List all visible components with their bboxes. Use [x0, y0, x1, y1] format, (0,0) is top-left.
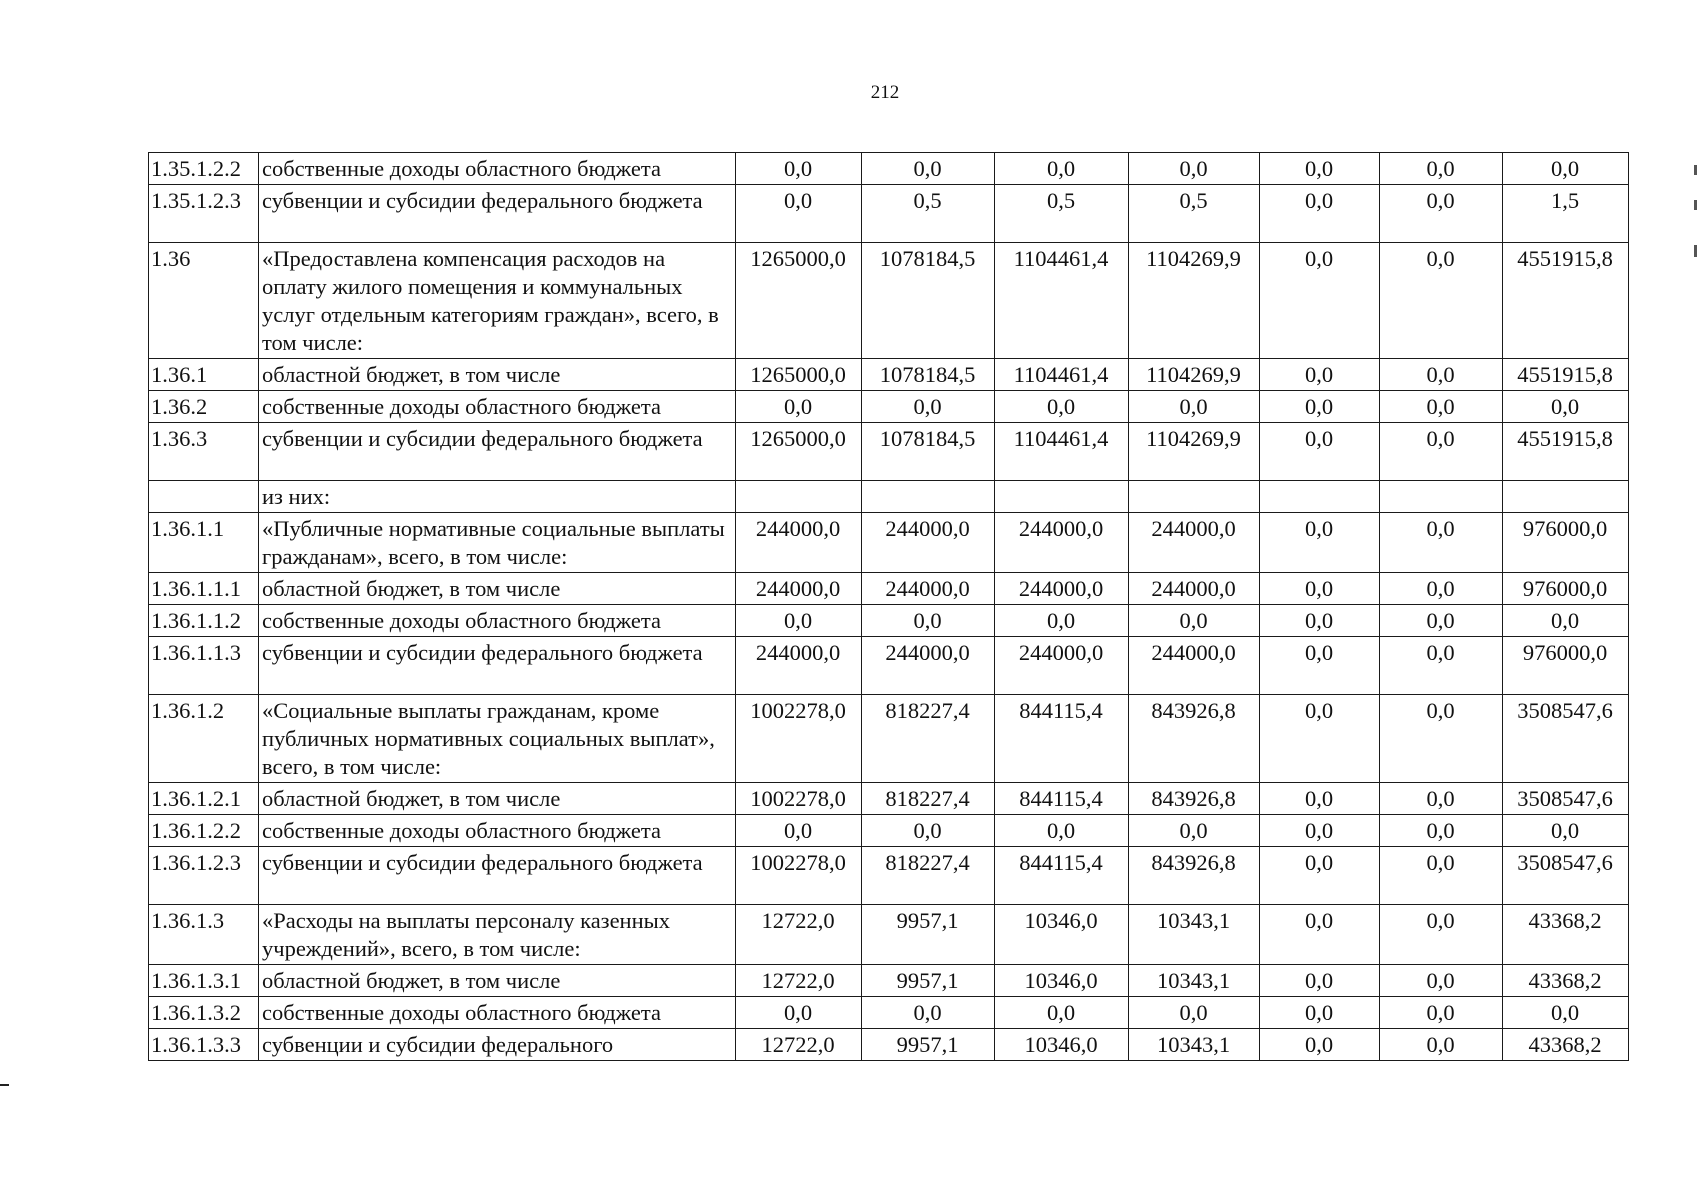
row-value-1: 0,0 — [736, 185, 862, 243]
row-value-7: 4551915,8 — [1503, 243, 1629, 359]
row-value-7: 3508547,6 — [1503, 847, 1629, 905]
row-code: 1.36.1.3.1 — [149, 965, 259, 997]
row-value-2: 0,0 — [862, 605, 995, 637]
row-name: собственные доходы областного бюджета — [259, 997, 736, 1029]
row-value-7: 3508547,6 — [1503, 695, 1629, 783]
row-value-7: 43368,2 — [1503, 1029, 1629, 1061]
row-value-3: 844115,4 — [995, 695, 1129, 783]
table-row — [149, 481, 1629, 513]
scan-edge-mark — [0, 1084, 9, 1086]
row-name: субвенции и субсидии федерального бюджета — [259, 185, 736, 243]
row-value-3: 244000,0 — [995, 513, 1129, 573]
row-value-4: 1104269,9 — [1129, 243, 1260, 359]
row-value-1: 0,0 — [736, 815, 862, 847]
row-value-2: 818227,4 — [862, 783, 995, 815]
row-value-6: 0,0 — [1380, 573, 1503, 605]
row-value-6: 0,0 — [1380, 815, 1503, 847]
row-name: «Публичные нормативные социальные выплаты гражданам», всего, в том числе: — [259, 513, 736, 573]
row-code: 1.36.1.2.3 — [149, 847, 259, 905]
row-value-2: 9957,1 — [862, 905, 995, 965]
row-value-4: 1104269,9 — [1129, 359, 1260, 391]
row-value-7: 3508547,6 — [1503, 783, 1629, 815]
row-value-5: 0,0 — [1260, 605, 1380, 637]
row-code: 1.36.1.3.2 — [149, 997, 259, 1029]
row-value-4: 10343,1 — [1129, 905, 1260, 965]
row-value-4: 843926,8 — [1129, 847, 1260, 905]
row-value-4: 0,5 — [1129, 185, 1260, 243]
row-value-4: 244000,0 — [1129, 573, 1260, 605]
table-row — [149, 905, 1629, 965]
row-value-3: 10346,0 — [995, 1029, 1129, 1061]
row-value-1 — [736, 481, 862, 513]
row-value-7: 0,0 — [1503, 605, 1629, 637]
row-value-3: 0,0 — [995, 391, 1129, 423]
row-value-5: 0,0 — [1260, 243, 1380, 359]
row-value-3: 0,0 — [995, 605, 1129, 637]
row-value-3: 1104461,4 — [995, 423, 1129, 481]
row-value-4: 843926,8 — [1129, 695, 1260, 783]
row-code: 1.35.1.2.3 — [149, 185, 259, 243]
row-value-6: 0,0 — [1380, 783, 1503, 815]
table-row — [149, 605, 1629, 637]
budget-table — [148, 152, 1629, 1061]
row-name: из них: — [259, 481, 736, 513]
row-code: 1.36.1.3 — [149, 905, 259, 965]
row-value-1: 1265000,0 — [736, 243, 862, 359]
row-value-3: 244000,0 — [995, 637, 1129, 695]
row-value-4: 0,0 — [1129, 153, 1260, 185]
row-value-6: 0,0 — [1380, 153, 1503, 185]
row-value-5 — [1260, 481, 1380, 513]
row-value-1: 244000,0 — [736, 513, 862, 573]
row-name: собственные доходы областного бюджета — [259, 391, 736, 423]
row-value-1: 12722,0 — [736, 965, 862, 997]
row-value-6: 0,0 — [1380, 847, 1503, 905]
row-value-3: 1104461,4 — [995, 359, 1129, 391]
row-value-4: 244000,0 — [1129, 637, 1260, 695]
row-value-1: 1265000,0 — [736, 359, 862, 391]
row-value-6: 0,0 — [1380, 905, 1503, 965]
row-value-1: 0,0 — [736, 997, 862, 1029]
row-name: областной бюджет, в том числе — [259, 359, 736, 391]
row-value-6: 0,0 — [1380, 243, 1503, 359]
table-row — [149, 513, 1629, 573]
row-value-7: 0,0 — [1503, 997, 1629, 1029]
row-value-6: 0,0 — [1380, 997, 1503, 1029]
table-body — [149, 153, 1629, 1061]
row-value-7: 43368,2 — [1503, 905, 1629, 965]
row-value-2: 818227,4 — [862, 695, 995, 783]
row-value-5: 0,0 — [1260, 695, 1380, 783]
row-value-5: 0,0 — [1260, 997, 1380, 1029]
row-value-5: 0,0 — [1260, 573, 1380, 605]
row-value-2: 1078184,5 — [862, 423, 995, 481]
row-code — [149, 481, 259, 513]
row-value-7: 1,5 — [1503, 185, 1629, 243]
row-value-5: 0,0 — [1260, 1029, 1380, 1061]
row-value-5: 0,0 — [1260, 965, 1380, 997]
row-name: «Расходы на выплаты персоналу казенных учреждений», всего, в том числе: — [259, 905, 736, 965]
row-value-1: 1265000,0 — [736, 423, 862, 481]
row-value-2: 0,0 — [862, 153, 995, 185]
row-value-6: 0,0 — [1380, 359, 1503, 391]
row-value-5: 0,0 — [1260, 847, 1380, 905]
row-value-2: 0,0 — [862, 997, 995, 1029]
row-name: областной бюджет, в том числе — [259, 965, 736, 997]
row-value-4: 843926,8 — [1129, 783, 1260, 815]
row-value-2: 0,0 — [862, 391, 995, 423]
row-value-6: 0,0 — [1380, 605, 1503, 637]
row-code: 1.36.1.1 — [149, 513, 259, 573]
row-code: 1.36.1.3.3 — [149, 1029, 259, 1061]
row-value-7: 0,0 — [1503, 815, 1629, 847]
row-value-2: 1078184,5 — [862, 243, 995, 359]
row-value-6 — [1380, 481, 1503, 513]
row-name: «Социальные выплаты гражданам, кроме публичных нормативных социальных выплат», всего, в том числе: — [259, 695, 736, 783]
row-code: 1.36 — [149, 243, 259, 359]
row-value-1: 1002278,0 — [736, 695, 862, 783]
row-value-7: 0,0 — [1503, 391, 1629, 423]
row-code: 1.35.1.2.2 — [149, 153, 259, 185]
row-value-7 — [1503, 481, 1629, 513]
row-value-4: 0,0 — [1129, 605, 1260, 637]
row-value-5: 0,0 — [1260, 423, 1380, 481]
row-value-4: 1104269,9 — [1129, 423, 1260, 481]
row-value-1: 12722,0 — [736, 905, 862, 965]
row-value-5: 0,0 — [1260, 637, 1380, 695]
row-value-5: 0,0 — [1260, 359, 1380, 391]
table-row — [149, 359, 1629, 391]
page-number: 212 — [870, 82, 900, 103]
row-value-4: 244000,0 — [1129, 513, 1260, 573]
row-value-6: 0,0 — [1380, 965, 1503, 997]
row-value-6: 0,0 — [1380, 185, 1503, 243]
row-code: 1.36.1.2.1 — [149, 783, 259, 815]
row-value-3: 0,5 — [995, 185, 1129, 243]
row-value-2: 0,5 — [862, 185, 995, 243]
row-value-3: 1104461,4 — [995, 243, 1129, 359]
row-value-2: 9957,1 — [862, 965, 995, 997]
row-value-2: 244000,0 — [862, 513, 995, 573]
row-code: 1.36.1.1.3 — [149, 637, 259, 695]
row-value-5: 0,0 — [1260, 391, 1380, 423]
row-value-6: 0,0 — [1380, 391, 1503, 423]
row-value-4 — [1129, 481, 1260, 513]
table-row — [149, 153, 1629, 185]
row-code: 1.36.1.1.1 — [149, 573, 259, 605]
row-value-3: 0,0 — [995, 997, 1129, 1029]
row-code: 1.36.1.2.2 — [149, 815, 259, 847]
table-row — [149, 847, 1629, 905]
row-value-2: 244000,0 — [862, 573, 995, 605]
row-value-6: 0,0 — [1380, 637, 1503, 695]
row-value-5: 0,0 — [1260, 153, 1380, 185]
table-row — [149, 573, 1629, 605]
table-row — [149, 637, 1629, 695]
row-value-4: 0,0 — [1129, 997, 1260, 1029]
row-value-3: 244000,0 — [995, 573, 1129, 605]
table-row — [149, 997, 1629, 1029]
row-value-5: 0,0 — [1260, 815, 1380, 847]
row-value-7: 43368,2 — [1503, 965, 1629, 997]
row-value-2: 818227,4 — [862, 847, 995, 905]
table-row — [149, 815, 1629, 847]
table-row — [149, 965, 1629, 997]
row-value-6: 0,0 — [1380, 513, 1503, 573]
row-value-1: 1002278,0 — [736, 847, 862, 905]
row-value-1: 0,0 — [736, 605, 862, 637]
row-value-6: 0,0 — [1380, 423, 1503, 481]
row-value-7: 976000,0 — [1503, 637, 1629, 695]
row-value-1: 0,0 — [736, 391, 862, 423]
row-name: субвенции и субсидии федерального — [259, 1029, 736, 1061]
row-value-7: 4551915,8 — [1503, 423, 1629, 481]
row-value-2: 1078184,5 — [862, 359, 995, 391]
row-value-4: 0,0 — [1129, 815, 1260, 847]
row-value-1: 0,0 — [736, 153, 862, 185]
row-code: 1.36.1.2 — [149, 695, 259, 783]
table-row — [149, 783, 1629, 815]
row-value-2: 9957,1 — [862, 1029, 995, 1061]
row-value-3: 844115,4 — [995, 783, 1129, 815]
row-value-6: 0,0 — [1380, 695, 1503, 783]
row-value-5: 0,0 — [1260, 905, 1380, 965]
row-value-3: 844115,4 — [995, 847, 1129, 905]
row-value-7: 976000,0 — [1503, 513, 1629, 573]
row-name: областной бюджет, в том числе — [259, 783, 736, 815]
row-name: субвенции и субсидии федерального бюджета — [259, 637, 736, 695]
row-value-5: 0,0 — [1260, 185, 1380, 243]
row-value-1: 12722,0 — [736, 1029, 862, 1061]
row-name: субвенции и субсидии федерального бюджета — [259, 847, 736, 905]
table-row — [149, 1029, 1629, 1061]
row-value-1: 244000,0 — [736, 573, 862, 605]
row-value-2: 0,0 — [862, 815, 995, 847]
row-value-3 — [995, 481, 1129, 513]
row-value-4: 10343,1 — [1129, 1029, 1260, 1061]
row-name: собственные доходы областного бюджета — [259, 153, 736, 185]
table-row — [149, 695, 1629, 783]
table-row — [149, 243, 1629, 359]
row-value-3: 10346,0 — [995, 965, 1129, 997]
row-code: 1.36.1 — [149, 359, 259, 391]
row-value-6: 0,0 — [1380, 1029, 1503, 1061]
row-value-3: 0,0 — [995, 153, 1129, 185]
row-value-2 — [862, 481, 995, 513]
row-value-7: 0,0 — [1503, 153, 1629, 185]
row-code: 1.36.3 — [149, 423, 259, 481]
row-value-7: 976000,0 — [1503, 573, 1629, 605]
row-name: собственные доходы областного бюджета — [259, 815, 736, 847]
row-value-4: 10343,1 — [1129, 965, 1260, 997]
row-value-5: 0,0 — [1260, 783, 1380, 815]
row-value-1: 1002278,0 — [736, 783, 862, 815]
row-name: областной бюджет, в том числе — [259, 573, 736, 605]
row-code: 1.36.2 — [149, 391, 259, 423]
row-value-4: 0,0 — [1129, 391, 1260, 423]
table-row — [149, 423, 1629, 481]
table-row — [149, 185, 1629, 243]
row-name: «Предоставлена компенсация расходов на оплату жилого помещения и коммунальных услуг отдельным категориям граждан», всего, в том числе: — [259, 243, 736, 359]
row-value-2: 244000,0 — [862, 637, 995, 695]
row-value-5: 0,0 — [1260, 513, 1380, 573]
row-value-1: 244000,0 — [736, 637, 862, 695]
row-name: собственные доходы областного бюджета — [259, 605, 736, 637]
row-code: 1.36.1.1.2 — [149, 605, 259, 637]
row-value-7: 4551915,8 — [1503, 359, 1629, 391]
row-name: субвенции и субсидии федерального бюджета — [259, 423, 736, 481]
row-value-3: 10346,0 — [995, 905, 1129, 965]
table-row — [149, 391, 1629, 423]
row-value-3: 0,0 — [995, 815, 1129, 847]
